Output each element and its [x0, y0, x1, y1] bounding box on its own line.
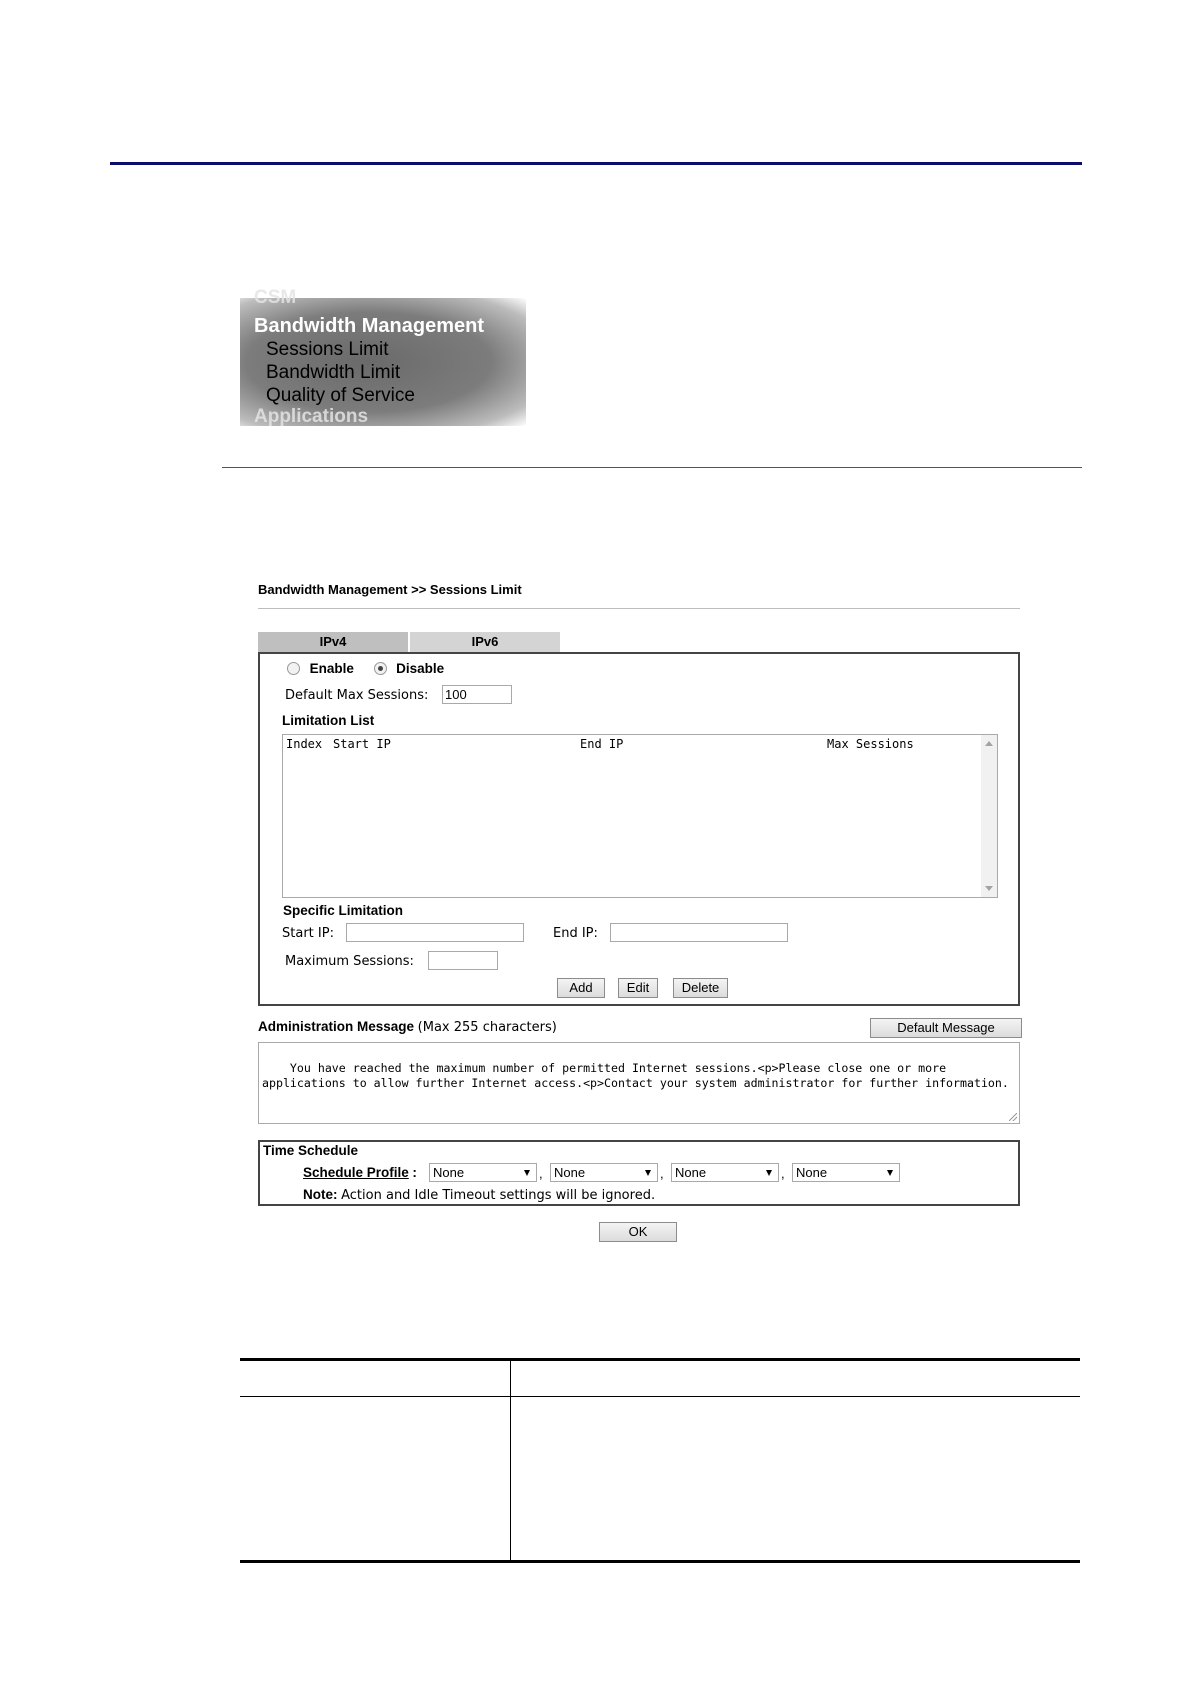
tab-ipv6[interactable]: IPv6 [410, 632, 560, 652]
max-sessions-input[interactable] [428, 951, 498, 970]
menu-ghost-top: CSM [254, 287, 297, 308]
menu-ghost-bottom: Applications [254, 406, 369, 427]
schedule-select-2[interactable]: None [550, 1163, 658, 1182]
schedule-select-3[interactable]: None [671, 1163, 779, 1182]
time-schedule-box: Time Schedule Schedule Profile : None , None , None , None Note: Action and Idle Timeout settings will be ignored. [258, 1140, 1020, 1206]
end-ip-input[interactable] [610, 923, 788, 942]
specific-limitation-label: Specific Limitation [283, 903, 404, 918]
admin-message-text: You have reached the maximum number of permitted Internet sessions.<p>Please close one or more applications to allow further Internet access.<p>Contact your system administrator for further information. [262, 1061, 1009, 1090]
breadcrumb: Bandwidth Management >> Sessions Limit [258, 582, 522, 597]
schedule-profile-link[interactable]: Schedule Profile [303, 1165, 409, 1180]
disable-radio[interactable] [374, 662, 387, 675]
default-max-label: Default Max Sessions: [285, 688, 429, 703]
table-column-divider [510, 1358, 511, 1562]
menu-screenshot [240, 287, 526, 427]
menu-item-bandwidth-limit[interactable]: Bandwidth Limit [266, 362, 401, 383]
table-header-rule [240, 1396, 1080, 1397]
section-rule [222, 467, 1082, 468]
breadcrumb-rule [258, 608, 1020, 609]
disable-label: Disable [396, 661, 445, 676]
menu-heading[interactable]: Bandwidth Management [254, 315, 485, 337]
limit-settings-box [258, 652, 1020, 1006]
list-scrollbar[interactable] [981, 735, 997, 897]
tab-ipv4[interactable]: IPv4 [258, 632, 408, 652]
edit-button[interactable]: Edit [618, 978, 658, 998]
resize-handle-icon[interactable] [1009, 1113, 1017, 1121]
time-schedule-label: Time Schedule [263, 1143, 359, 1158]
max-sessions-label: Maximum Sessions: [285, 954, 414, 969]
chevron-down-icon [524, 1170, 530, 1176]
scroll-down-icon[interactable] [985, 886, 993, 891]
header-rule [110, 162, 1082, 165]
delete-button[interactable]: Delete [673, 978, 728, 998]
limitation-list-label: Limitation List [282, 713, 375, 728]
enable-label: Enable [309, 661, 354, 676]
default-message-button[interactable]: Default Message [870, 1018, 1022, 1038]
note-text: Action and Idle Timeout settings will be ignored. [341, 1188, 656, 1203]
ok-button[interactable]: OK [599, 1222, 677, 1242]
note-label: Note: [303, 1187, 338, 1202]
admin-message-hint: (Max 255 characters) [417, 1020, 557, 1035]
chevron-down-icon [766, 1170, 772, 1176]
limitation-list[interactable] [282, 734, 998, 898]
default-max-sessions-input[interactable]: 100 [442, 685, 512, 704]
add-button[interactable]: Add [557, 978, 605, 998]
enable-radio[interactable] [287, 662, 300, 675]
menu-item-sessions-limit[interactable]: Sessions Limit [266, 339, 389, 360]
table-top-rule [240, 1358, 1080, 1361]
schedule-profile-colon: : [412, 1165, 417, 1180]
chevron-down-icon [645, 1170, 651, 1176]
admin-message-textarea[interactable] [258, 1042, 1020, 1124]
admin-message-heading [258, 1019, 557, 1035]
start-ip-label: Start IP: [282, 926, 334, 941]
start-ip-input[interactable] [346, 923, 524, 942]
table-bottom-rule [240, 1560, 1080, 1563]
list-header-end-ip: End IP [580, 737, 624, 751]
schedule-note [303, 1187, 655, 1203]
menu-item-quality-of-service[interactable]: Quality of Service [266, 385, 415, 406]
chevron-down-icon [887, 1170, 893, 1176]
schedule-select-4[interactable]: None [792, 1163, 900, 1182]
schedule-select-1[interactable]: None [429, 1163, 537, 1182]
end-ip-label: End IP: [553, 926, 598, 941]
list-header-start-ip: Start IP [333, 737, 391, 751]
list-header-index: Index [286, 737, 323, 751]
admin-message-label: Administration Message [258, 1019, 415, 1034]
scroll-up-icon[interactable] [985, 741, 993, 746]
list-header-max-sessions: Max Sessions [827, 737, 914, 751]
